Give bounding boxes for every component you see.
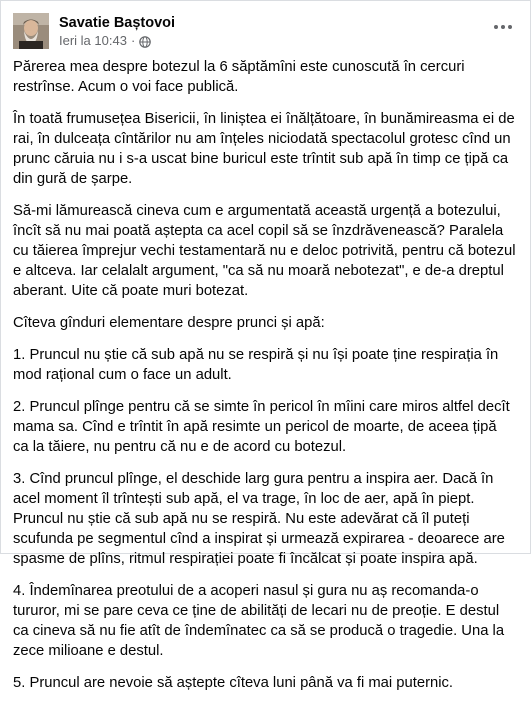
- post-header: [13, 11, 518, 51]
- more-options-icon[interactable]: [488, 15, 518, 39]
- post-paragraph: Să-mi lămurească cineva cum e argumentată această urgență a botezului, încît să nu mai poată aștepta ca acel copil să se înzdrăvenească? Paralela cu tăierea împrejur vechi testamentară nu e deloc potrivită, pentru că botezul e altceva. Iar celalalt argument, "ca să nu moară nebotezat", e de-a dreptul aberant. Uite că poate muri botezat.: [13, 203, 516, 299]
- author-name[interactable]: Savatie Baștovoi: [59, 15, 176, 31]
- post-meta: [59, 14, 175, 50]
- post-body: [13, 57, 516, 705]
- post-paragraph: 4. Îndemînarea preotului de a acoperi nasul și gura nu aș recomanda-o tururor, mi se pare ceva ce ține de abilități de lecari nu de preoție. E destul ca cineva să nu fie atît de îndemînatec ca să se producă o tragedie. Una la zece milioane e destul.: [13, 583, 505, 659]
- post-subline: [59, 32, 175, 50]
- post-paragraph: Părerea mea despre botezul la 6 săptămîni este cunoscută în cercuri restrînse. Acum o voi face publică.: [13, 59, 465, 95]
- post-paragraph: 1. Pruncul nu știe că sub apă nu se respiră și nu își poate ține respirația în mod rațional cum o face un adult.: [13, 347, 499, 383]
- post-paragraph: 2. Pruncul plînge pentru că se simte în pericol în mîini care miros altfel decît mama sa. Cînd e trîntit în apă resimte un pericol de moarte, de aceea țipă ca la tăiere, nu pentru că nu e de acord cu botezul.: [13, 399, 510, 455]
- separator-dot: ·: [130, 33, 136, 48]
- post-paragraph: 3. Cînd pruncul plînge, el deschide larg gura pentru a inspira aer. Dacă în acel moment îl trîntești sub apă, el va trage, în loc de aer, apă în piept. Pruncul nu știe că sub apă nu se respiră. Nu este adevărat că îl puteți scufunda pe segmentul cînd a inspirat și urmează expirarea - deoarece are spasme de plîns, ritmul respirației poate fi încălcat și poate inspira apă.: [13, 471, 505, 567]
- post-paragraph: În toată frumusețea Bisericii, în liniștea ei înălțătoare, în bunămireasma ei de rai, în dulceața cîntărilor nu am înțeles niciodată spectacolul grotesc cînd un prunc căruia nu i s-a uscat bine buricul este trîntit sub apă în timp ce țipă ca din gură de șarpe.: [13, 111, 515, 187]
- globe-icon[interactable]: [139, 35, 151, 47]
- post-paragraph: Cîteva gînduri elementare despre prunci și apă:: [13, 315, 325, 331]
- post-timestamp[interactable]: Ieri la 10:43: [59, 33, 127, 48]
- post-paragraph: 5. Pruncul are nevoie să aștepte cîteva luni până va fi mai puternic.: [13, 675, 454, 691]
- author-avatar[interactable]: [13, 13, 49, 49]
